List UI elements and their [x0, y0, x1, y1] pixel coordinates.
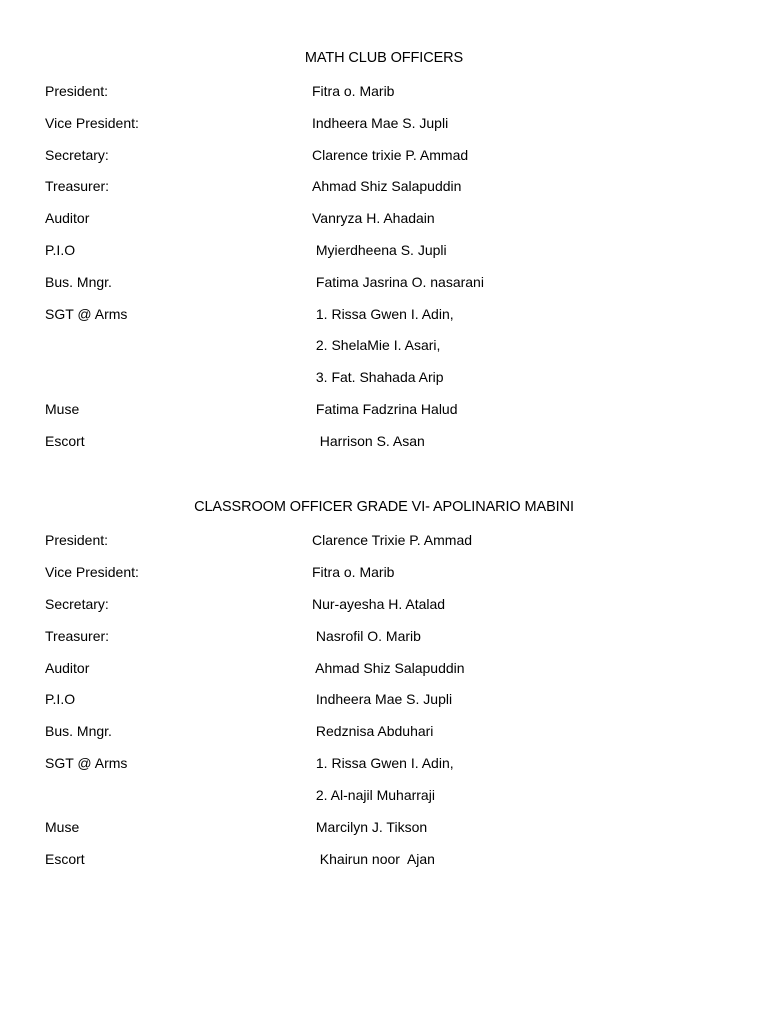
officer-name: 1. Rissa Gwen I. Adin, — [312, 306, 454, 322]
officer-row — [0, 562, 768, 582]
officer-role: Muse — [45, 819, 80, 835]
officer-row — [0, 145, 768, 165]
officer-name: Nur-ayesha H. Atalad — [312, 596, 446, 612]
officer-role: Secretary: — [45, 596, 109, 612]
officer-name: 1. Rissa Gwen I. Adin, — [312, 755, 454, 771]
officer-name: 2. ShelaMie I. Asari, — [312, 337, 441, 353]
officer-role: P.I.O — [45, 242, 76, 258]
section-title-classroom-officers: CLASSROOM OFFICER GRADE VI- APOLINARIO MABINI — [194, 499, 574, 515]
officer-name: Indheera Mae S. Jupli — [312, 691, 453, 707]
officer-name: Nasrofil O. Marib — [312, 628, 421, 644]
officer-role: Secretary: — [45, 147, 109, 163]
officer-role: Vice President: — [45, 115, 139, 131]
officer-row — [0, 240, 768, 260]
officer-name: Clarence Trixie P. Ammad — [312, 532, 473, 548]
officer-role: SGT @ Arms — [45, 755, 128, 771]
section-title-math-club: MATH CLUB OFFICERS — [304, 50, 464, 66]
officer-name: Khairun noor Ajan — [312, 851, 435, 867]
officer-row — [0, 689, 768, 709]
officer-name: Fitra o. Marib — [312, 83, 395, 99]
officer-row — [0, 399, 768, 419]
officer-role: Muse — [45, 401, 80, 417]
officer-role: Treasurer: — [45, 628, 110, 644]
officer-role: Bus. Mngr. — [45, 274, 112, 290]
officer-name: Indheera Mae S. Jupli — [312, 115, 449, 131]
officer-name: 3. Fat. Shahada Arip — [312, 369, 444, 385]
officer-name: Redznisa Abduhari — [312, 723, 434, 739]
officer-role: President: — [45, 83, 109, 99]
officer-row — [0, 113, 768, 133]
officer-role: Auditor — [45, 660, 90, 676]
officer-role: Bus. Mngr. — [45, 723, 112, 739]
officer-row — [0, 721, 768, 741]
officer-row — [0, 431, 768, 451]
officer-name: Clarence trixie P. Ammad — [312, 147, 469, 163]
officer-row — [0, 367, 768, 387]
officer-name: Vanryza H. Ahadain — [312, 210, 435, 226]
officer-row — [0, 208, 768, 228]
officer-row — [0, 753, 768, 773]
officer-role: Escort — [45, 433, 85, 449]
officer-name: Ahmad Shiz Salapuddin — [312, 178, 462, 194]
officer-row — [0, 849, 768, 869]
officer-role: Vice President: — [45, 564, 139, 580]
officer-row — [0, 626, 768, 646]
officer-name: Harrison S. Asan — [312, 433, 425, 449]
officer-row — [0, 658, 768, 678]
officer-name: Fatima Jasrina O. nasarani — [312, 274, 484, 290]
officer-row — [0, 272, 768, 292]
officer-role: Auditor — [45, 210, 90, 226]
officer-name: Fatima Fadzrina Halud — [312, 401, 458, 417]
officer-name: Myierdheena S. Jupli — [312, 242, 447, 258]
officer-role: SGT @ Arms — [45, 306, 128, 322]
officer-role: Treasurer: — [45, 178, 110, 194]
officer-role: Escort — [45, 851, 85, 867]
officer-row — [0, 81, 768, 101]
officer-row — [0, 594, 768, 614]
officer-role: P.I.O — [45, 691, 76, 707]
officer-row — [0, 304, 768, 324]
officer-name: Fitra o. Marib — [312, 564, 395, 580]
officer-role: President: — [45, 532, 109, 548]
officer-row — [0, 335, 768, 355]
officer-name: Ahmad Shiz Salapuddin — [312, 660, 465, 676]
officer-row — [0, 785, 768, 805]
officer-row — [0, 530, 768, 550]
officer-name: Marcilyn J. Tikson — [312, 819, 428, 835]
officer-name: 2. Al-najil Muharraji — [312, 787, 435, 803]
officer-row — [0, 817, 768, 837]
officer-row — [0, 176, 768, 196]
